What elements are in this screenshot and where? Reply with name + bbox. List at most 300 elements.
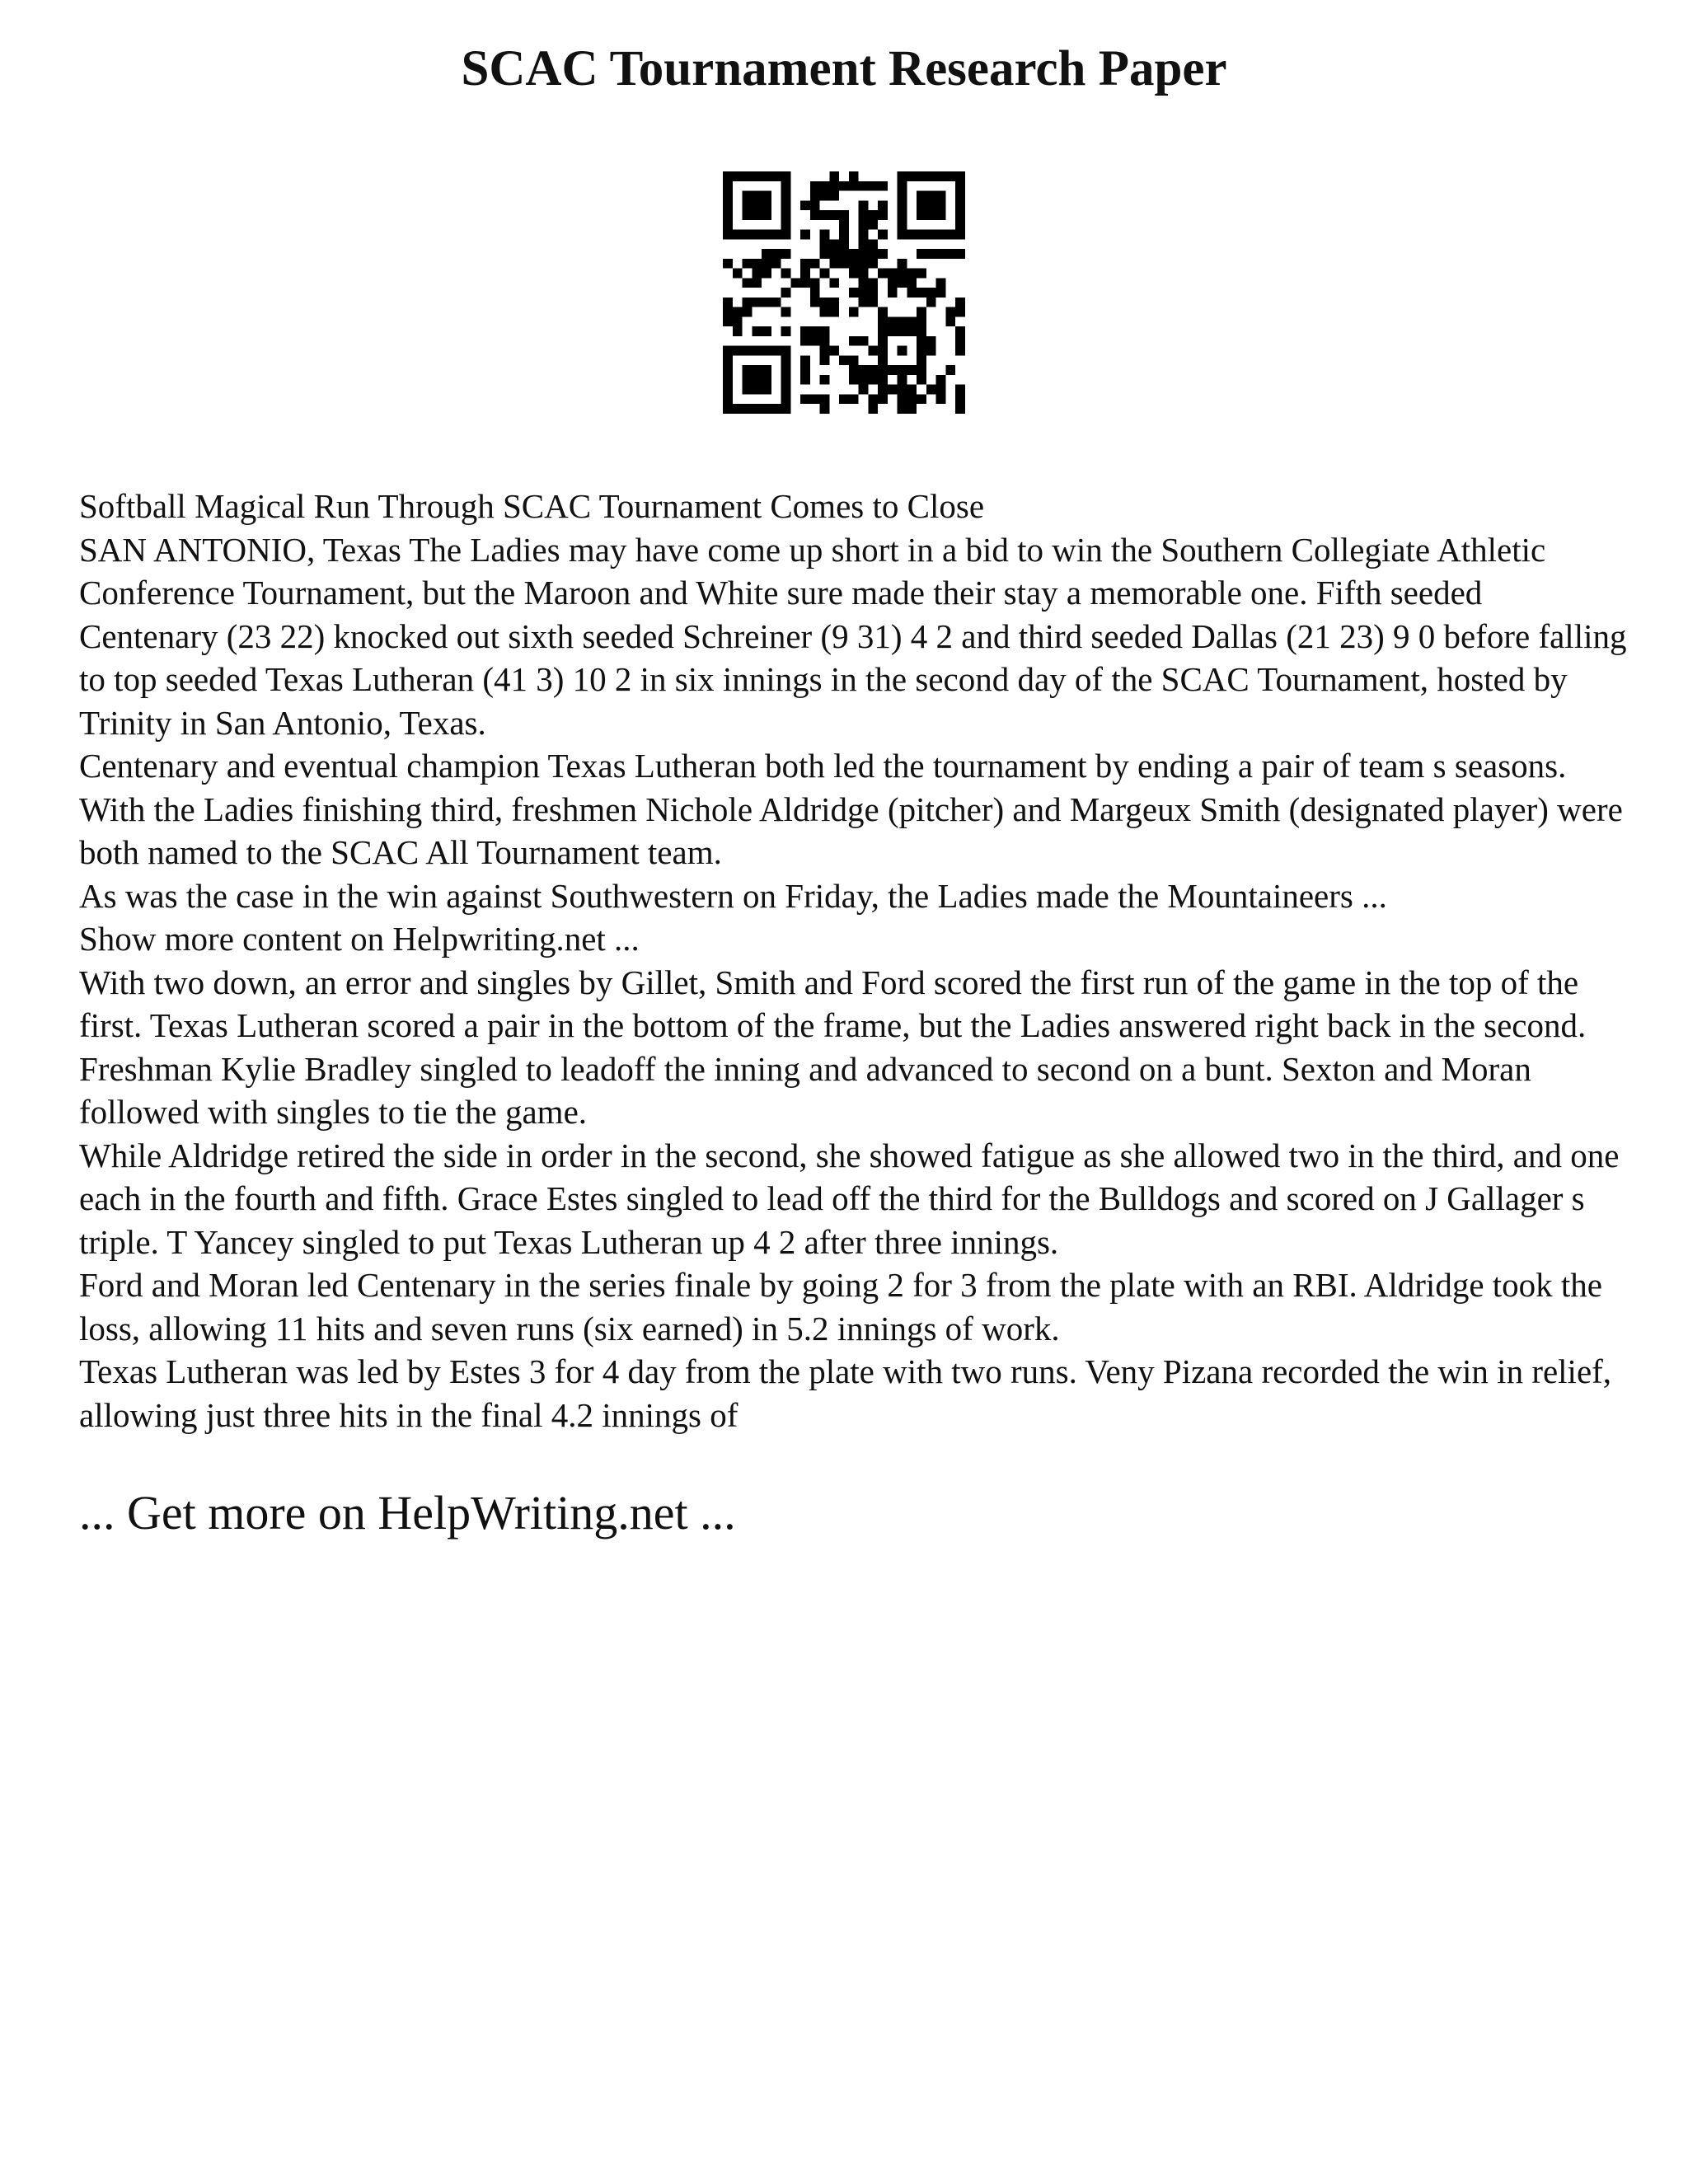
- qr-module: [859, 230, 869, 240]
- qr-module: [829, 278, 839, 288]
- qr-module: [762, 191, 771, 201]
- qr-module: [878, 346, 888, 356]
- qr-module: [917, 307, 926, 317]
- qr-module: [723, 220, 733, 230]
- qr-module: [955, 210, 965, 220]
- qr-module: [917, 230, 926, 240]
- qr-module: [917, 336, 926, 346]
- qr-module: [878, 385, 888, 395]
- qr-module: [859, 249, 869, 259]
- qr-module: [945, 171, 955, 181]
- qr-module: [878, 326, 888, 336]
- qr-module: [810, 210, 820, 220]
- qr-module: [810, 336, 820, 346]
- qr-module: [859, 269, 869, 279]
- qr-module: [955, 249, 965, 259]
- qr-module: [849, 269, 859, 279]
- qr-module: [800, 365, 810, 375]
- qr-module: [955, 191, 965, 201]
- qr-module: [945, 230, 955, 240]
- qr-module: [820, 191, 830, 201]
- qr-module: [723, 307, 733, 317]
- qr-module: [743, 230, 753, 240]
- qr-module: [800, 326, 810, 336]
- qr-module: [898, 191, 907, 201]
- article-paragraph: While Aldridge retired the side in order in the second, she showed fatigue as she allowed two in the third, and one each in the fourth and fifth. Grace Estes singled to lead off the third for the Bulldogs and scored on J Gallager s triple. T Yancey singled to put Texas Lutheran up 4 2 after three innings.: [79, 1136, 1620, 1261]
- qr-module: [733, 230, 743, 240]
- qr-module: [868, 298, 878, 307]
- qr-module: [810, 326, 820, 336]
- qr-module: [820, 239, 830, 249]
- qr-module: [800, 394, 810, 404]
- qr-module: [810, 278, 820, 288]
- qr-module: [781, 210, 791, 220]
- qr-module: [907, 278, 917, 288]
- qr-module: [917, 171, 926, 181]
- qr-module: [733, 171, 743, 181]
- article-body: [79, 485, 1629, 1436]
- qr-module: [752, 365, 762, 375]
- qr-module: [743, 191, 753, 201]
- qr-module: [781, 346, 791, 356]
- qr-module: [955, 307, 965, 317]
- qr-module: [917, 288, 926, 298]
- qr-module: [907, 394, 917, 404]
- qr-code-icon: [723, 171, 965, 414]
- qr-module: [820, 326, 830, 336]
- article-paragraph: With two down, an error and singles by Gillet, Smith and Ford scored the first run of the game in the top of the first. Texas Lutheran scored a pair in the bottom of the frame, but the Ladies answered right back in the second. Freshman Kylie Bradley singled to leadoff the inning and advanced to second on a bunt. Sexton and Moran followed with singles to tie the game.: [79, 963, 1587, 1131]
- qr-module: [762, 210, 771, 220]
- qr-module: [849, 375, 859, 385]
- qr-module: [955, 230, 965, 240]
- qr-module: [907, 230, 917, 240]
- qr-module: [723, 404, 733, 414]
- qr-module: [723, 316, 733, 326]
- qr-module: [723, 171, 733, 181]
- qr-module: [898, 200, 907, 210]
- qr-module: [878, 316, 888, 326]
- qr-module: [820, 269, 830, 279]
- qr-module: [723, 346, 733, 356]
- qr-module: [752, 230, 762, 240]
- page-title: SCAC Tournament Research Paper: [461, 41, 1227, 96]
- qr-module: [829, 346, 839, 356]
- qr-module: [781, 181, 791, 191]
- qr-module: [888, 365, 898, 375]
- qr-module: [878, 230, 888, 240]
- qr-module: [888, 269, 898, 279]
- qr-module: [868, 365, 878, 375]
- qr-module: [781, 385, 791, 395]
- qr-module: [733, 269, 743, 279]
- qr-module: [868, 181, 878, 191]
- qr-module: [898, 210, 907, 220]
- qr-module: [752, 404, 762, 414]
- qr-module: [907, 171, 917, 181]
- qr-module: [936, 249, 946, 259]
- qr-module: [868, 210, 878, 220]
- qr-module: [936, 385, 946, 395]
- qr-module: [723, 210, 733, 220]
- qr-module: [820, 375, 830, 385]
- qr-module: [859, 210, 869, 220]
- qr-module: [829, 249, 839, 259]
- qr-module: [829, 259, 839, 269]
- qr-module: [849, 288, 859, 298]
- qr-module: [888, 288, 898, 298]
- qr-module: [878, 355, 888, 365]
- qr-module: [926, 171, 936, 181]
- qr-module: [820, 181, 830, 191]
- qr-module: [723, 200, 733, 210]
- qr-module: [733, 346, 743, 356]
- qr-module: [820, 404, 830, 414]
- qr-module: [849, 355, 859, 365]
- qr-module: [781, 394, 791, 404]
- qr-module: [762, 365, 771, 375]
- qr-module: [820, 355, 830, 365]
- qr-module: [917, 249, 926, 259]
- qr-module: [743, 210, 753, 220]
- qr-module: [926, 336, 936, 346]
- qr-module: [917, 210, 926, 220]
- qr-module: [723, 191, 733, 201]
- qr-module: [781, 220, 791, 230]
- qr-module: [743, 385, 753, 395]
- qr-module: [820, 307, 830, 317]
- qr-module: [859, 298, 869, 307]
- qr-module: [849, 171, 859, 181]
- qr-module: [743, 365, 753, 375]
- qr-module: [810, 200, 820, 210]
- qr-module: [800, 336, 810, 346]
- qr-module: [907, 404, 917, 414]
- qr-module: [752, 269, 762, 279]
- qr-module: [955, 220, 965, 230]
- qr-module: [926, 288, 936, 298]
- qr-module: [907, 288, 917, 298]
- qr-module: [743, 346, 753, 356]
- qr-module: [762, 259, 771, 269]
- qr-module: [829, 307, 839, 317]
- qr-module: [955, 298, 965, 307]
- qr-module: [878, 210, 888, 220]
- qr-module: [810, 288, 820, 298]
- qr-module: [781, 200, 791, 210]
- qr-module: [781, 326, 791, 336]
- qr-module: [800, 269, 810, 279]
- qr-module: [955, 394, 965, 404]
- qr-module: [771, 298, 781, 307]
- article-paragraph: As was the case in the win against Southwestern on Friday, the Ladies made the Mountaineers ...: [79, 876, 1387, 915]
- qr-module: [926, 385, 936, 395]
- qr-module: [868, 375, 878, 385]
- qr-module: [859, 365, 869, 375]
- qr-module: [917, 394, 926, 404]
- article-paragraph: Ford and Moran led Centenary in the series finale by going 2 for 3 from the plate with an RBI. Aldridge took the loss, allowing 11 hits and seven runs (six earned) in 5.2 innings of work.: [79, 1266, 1603, 1347]
- qr-module: [868, 288, 878, 298]
- qr-module: [859, 200, 869, 210]
- qr-module: [829, 210, 839, 220]
- qr-module: [917, 355, 926, 365]
- qr-module: [859, 259, 869, 269]
- qr-module: [868, 259, 878, 269]
- qr-module: [936, 200, 946, 210]
- qr-module: [926, 298, 936, 307]
- qr-module: [781, 249, 791, 259]
- qr-module: [723, 298, 733, 307]
- qr-module: [771, 404, 781, 414]
- qr-module: [839, 355, 849, 365]
- qr-module: [723, 365, 733, 375]
- qr-module: [771, 249, 781, 259]
- qr-module: [907, 385, 917, 395]
- qr-module: [839, 394, 849, 404]
- qr-module: [888, 385, 898, 395]
- qr-module: [868, 249, 878, 259]
- qr-module: [898, 404, 907, 414]
- qr-module: [859, 375, 869, 385]
- qr-module: [936, 210, 946, 220]
- qr-module: [955, 404, 965, 414]
- qr-module: [781, 230, 791, 240]
- qr-module: [743, 375, 753, 385]
- qr-module: [898, 171, 907, 181]
- qr-module: [752, 171, 762, 181]
- qr-module: [955, 181, 965, 191]
- article-paragraph: Centenary and eventual champion Texas Lutheran both led the tournament by ending a pair of team s seasons. With the Ladies finishing third, freshmen Nichole Aldridge (pitcher) and Margeux Smith (designated player) were both named to the SCAC All Tournament team.: [79, 747, 1623, 871]
- qr-module: [839, 230, 849, 240]
- qr-module: [849, 394, 859, 404]
- qr-module: [868, 220, 878, 230]
- qr-module: [917, 200, 926, 210]
- qr-module: [781, 375, 791, 385]
- qr-module: [723, 394, 733, 404]
- qr-module: [762, 200, 771, 210]
- qr-module: [781, 288, 791, 298]
- qr-module: [936, 288, 946, 298]
- qr-module: [849, 259, 859, 269]
- qr-module: [820, 210, 830, 220]
- qr-module: [829, 298, 839, 307]
- qr-module: [839, 210, 849, 220]
- qr-module: [888, 326, 898, 336]
- qr-module: [810, 298, 820, 307]
- qr-module: [878, 181, 888, 191]
- qr-module: [790, 278, 800, 288]
- qr-module: [752, 200, 762, 210]
- qr-module: [917, 346, 926, 356]
- qr-module: [752, 191, 762, 201]
- qr-module: [733, 404, 743, 414]
- qr-module: [752, 326, 762, 336]
- qr-module: [839, 181, 849, 191]
- qr-module: [945, 249, 955, 259]
- qr-module: [917, 375, 926, 385]
- qr-module: [723, 259, 733, 269]
- qr-module: [771, 346, 781, 356]
- qr-module: [810, 259, 820, 269]
- qr-module: [936, 171, 946, 181]
- qr-module: [743, 278, 753, 288]
- qr-module: [898, 394, 907, 404]
- qr-module: [820, 298, 830, 307]
- qr-module: [945, 316, 955, 326]
- qr-module: [839, 259, 849, 269]
- qr-module: [781, 171, 791, 181]
- qr-module: [907, 269, 917, 279]
- qr-module: [859, 288, 869, 298]
- qr-module: [859, 181, 869, 191]
- qr-module: [762, 375, 771, 385]
- qr-module: [752, 385, 762, 395]
- article-paragraph: Texas Lutheran was led by Estes 3 for 4 day from the plate with two runs. Veny Pizana recorded the win in relief, allowing just three hits in the final 4.2 innings of: [79, 1352, 1612, 1434]
- qr-module: [733, 307, 743, 317]
- qr-module: [752, 278, 762, 288]
- qr-module: [820, 346, 830, 356]
- qr-module: [926, 346, 936, 356]
- qr-module: [926, 200, 936, 210]
- qr-module: [849, 365, 859, 375]
- qr-module: [781, 355, 791, 365]
- qr-module: [898, 375, 907, 385]
- qr-module: [936, 191, 946, 201]
- qr-module: [917, 191, 926, 201]
- qr-module: [926, 249, 936, 259]
- article-headline: Softball Magical Run Through SCAC Tournament Comes to Close: [79, 487, 985, 525]
- qr-module: [926, 191, 936, 201]
- qr-module: [800, 355, 810, 365]
- qr-module: [898, 365, 907, 375]
- qr-module: [907, 316, 917, 326]
- qr-module: [868, 239, 878, 249]
- qr-module: [752, 259, 762, 269]
- qr-module: [955, 171, 965, 181]
- qr-module: [859, 336, 869, 346]
- qr-module: [955, 346, 965, 356]
- qr-module: [839, 249, 849, 259]
- qr-module: [733, 326, 743, 336]
- qr-module: [898, 326, 907, 336]
- qr-module: [955, 326, 965, 336]
- qr-module: [781, 269, 791, 279]
- qr-module: [868, 394, 878, 404]
- qr-module: [762, 385, 771, 395]
- qr-module: [829, 239, 839, 249]
- qr-module: [820, 336, 830, 346]
- qr-module: [917, 269, 926, 279]
- qr-module: [800, 375, 810, 385]
- qr-module: [888, 316, 898, 326]
- qr-module: [898, 346, 907, 356]
- qr-module: [762, 249, 771, 259]
- qr-module: [743, 259, 753, 269]
- qr-module: [878, 365, 888, 375]
- qr-module: [723, 355, 733, 365]
- qr-module: [781, 365, 791, 375]
- qr-module: [936, 230, 946, 240]
- qr-module: [859, 220, 869, 230]
- qr-module: [849, 181, 859, 191]
- qr-module: [888, 278, 898, 288]
- qr-module: [926, 230, 936, 240]
- qr-module: [752, 346, 762, 356]
- qr-module: [868, 346, 878, 356]
- qr-module: [800, 278, 810, 288]
- qr-module: [955, 200, 965, 210]
- qr-module: [723, 230, 733, 240]
- qr-module: [839, 239, 849, 249]
- qr-module: [723, 181, 733, 191]
- qr-module: [762, 326, 771, 336]
- show-more-link[interactable]: Show more content on Helpwriting.net ...: [79, 920, 640, 958]
- qr-module: [898, 385, 907, 395]
- qr-module: [762, 171, 771, 181]
- qr-module: [878, 269, 888, 279]
- qr-module: [743, 200, 753, 210]
- qr-module: [859, 239, 869, 249]
- qr-module: [810, 394, 820, 404]
- qr-module: [743, 298, 753, 307]
- qr-module: [898, 220, 907, 230]
- qr-module: [859, 385, 869, 395]
- qr-module: [743, 404, 753, 414]
- qr-module: [849, 307, 859, 317]
- qr-module: [810, 191, 820, 201]
- qr-module: [771, 259, 781, 269]
- qr-module: [723, 385, 733, 395]
- qr-module: [849, 336, 859, 346]
- qr-module: [771, 171, 781, 181]
- qr-module: [868, 404, 878, 414]
- qr-module: [898, 269, 907, 279]
- qr-module: [762, 230, 771, 240]
- qr-module: [917, 326, 926, 336]
- qr-module: [917, 365, 926, 375]
- qr-module: [820, 394, 830, 404]
- qr-module: [859, 278, 869, 288]
- qr-module: [878, 336, 888, 346]
- qr-module: [723, 375, 733, 385]
- qr-code[interactable]: [723, 171, 965, 414]
- qr-module: [878, 375, 888, 385]
- qr-module: [907, 326, 917, 336]
- qr-module: [762, 346, 771, 356]
- qr-module: [878, 307, 888, 317]
- qr-module: [936, 278, 946, 288]
- article-paragraph: SAN ANTONIO, Texas The Ladies may have come up short in a bid to win the Southern Collegiate Athletic Conference Tournament, but the Maroon and White sure made their stay a memorable one. Fifth seeded Centenary (23 22) knocked out sixth seeded Schreiner (9 31) 4 2 and third seeded Dallas (21 23) 9 0 before falling to top seeded Texas Lutheran (41 3) 10 2 in six innings in the second day of the SCAC Tournament, hosted by Trinity in San Antonio, Texas.: [79, 530, 1627, 742]
- qr-module: [878, 394, 888, 404]
- qr-module: [743, 307, 753, 317]
- qr-module: [936, 375, 946, 385]
- qr-module: [907, 365, 917, 375]
- qr-module: [936, 394, 946, 404]
- qr-module: [781, 307, 791, 317]
- qr-module: [955, 385, 965, 395]
- qr-module: [955, 336, 965, 346]
- qr-module: [945, 365, 955, 375]
- get-more-link[interactable]: ... Get more on HelpWriting.net ...: [79, 1486, 736, 1540]
- qr-module: [878, 249, 888, 259]
- qr-module: [752, 210, 762, 220]
- qr-module: [898, 181, 907, 191]
- qr-module: [898, 230, 907, 240]
- qr-module: [781, 191, 791, 201]
- qr-module: [781, 404, 791, 414]
- qr-module: [762, 298, 771, 307]
- qr-module: [752, 298, 762, 307]
- qr-module: [800, 230, 810, 240]
